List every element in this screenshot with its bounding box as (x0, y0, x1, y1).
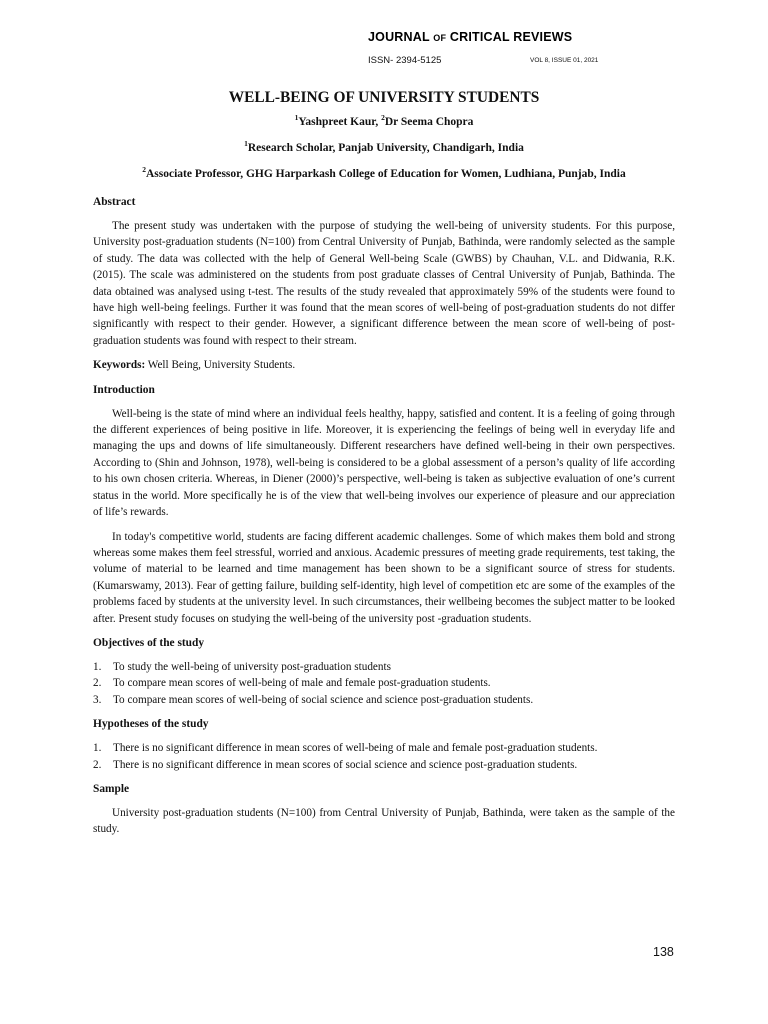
list-item (93, 757, 675, 773)
journal-name-part2: CRITICAL REVIEWS (449, 30, 573, 44)
list-item-text: To compare mean scores of well-being of male and female post-graduation students. (113, 677, 491, 690)
affiliation-1-superscript: 1 (244, 139, 248, 149)
objectives-list (93, 659, 675, 708)
list-item-number: 2. (93, 677, 102, 690)
sample-heading: Sample (93, 782, 130, 795)
list-item-text: To study the well-being of university post-graduation students (113, 660, 391, 673)
list-item (93, 675, 675, 691)
author1-name: Yashpreet Kaur, (298, 116, 382, 128)
list-item (93, 740, 675, 756)
affiliation-1 (93, 140, 675, 156)
list-item-text: To compare mean scores of well-being of social science and science post-graduation students. (113, 693, 534, 706)
list-item (93, 692, 675, 708)
affiliation-2-superscript: 2 (142, 165, 146, 175)
introduction-paragraph-2: In today's competitive world, students are facing different academic challenges. Some of which makes them bold and strong whereas some makes them feel stressful, worried and anxious. Academic pressures of meeting grade requirements, test taking, the volume of material to be learned and time management has been shown to be a significant source of stress for students. (Kumarswamy, 2013). Fear of getting failure, building self-identity, high level of competition etc are some of the examples of the problems faced by students at the university level. In such circumstances, their wellbeing becomes the subject matter to be looked after. Present study focuses on studying the well-being of the university post -graduation students. (93, 530, 675, 625)
journal-name-part1: JOURNAL (368, 30, 430, 44)
list-item-text: There is no significant difference in mean scores of social science and science post-graduation students. (113, 758, 578, 771)
list-item-number: 1. (93, 660, 102, 673)
list-item-number: 2. (93, 758, 102, 771)
affiliation-2 (93, 166, 675, 182)
issn: ISSN- 2394-5125 (368, 55, 442, 66)
journal-name (368, 30, 572, 44)
journal-name-of: OF (433, 33, 447, 43)
objectives-heading: Objectives of the study (93, 636, 205, 649)
list-item-number: 1. (93, 742, 102, 755)
keywords-text: Well Being, University Students. (145, 359, 296, 372)
sample-text: University post-graduation students (N=100) from Central University of Punjab, Bathinda, were taken as the sample of the study. (93, 806, 675, 836)
volume-issue: VOL 8, ISSUE 01, 2021 (530, 57, 599, 64)
affiliation-1-text: Research Scholar, Panjab University, Chandigarh, India (247, 142, 524, 154)
author2-name: Dr Seema Chopra (384, 116, 474, 128)
paper-content (93, 88, 675, 846)
page-number: 138 (653, 945, 674, 959)
hypotheses-list (93, 740, 675, 773)
hypotheses-heading: Hypotheses of the study (93, 718, 209, 731)
keywords (93, 357, 675, 373)
list-item (93, 659, 675, 675)
keywords-label: Keywords: (93, 359, 146, 372)
affiliation-2-text: Associate Professor, GHG Harparkash College of Education for Women, Ludhiana, Punjab, India (145, 168, 626, 180)
author1-superscript: 1 (294, 113, 299, 123)
introduction-heading: Introduction (93, 383, 155, 396)
abstract-text: The present study was undertaken with the purpose of studying the well-being of university students. For this purpose, University post-graduation students (N=100) from Central University of Punjab, Bathinda, were randomly selected as the sample of study. The data was collected with the help of General Well-being Scale (GWBS) by Chauhan, V.L. and Didwania, R.K. (2015). The scale was administered on the students from post graduate classes of Central University of Punjab, Bathinda. The data obtained was analysed using t-test. The results of the study revealed that approximately 59% of the students were found to have high well-being feelings. Further it was found that the mean scores of well-being of post-graduation students do not differ significantly with respect to their gender. However, a significant difference between the mean score of well-being of post-graduation students was found with respect to their stream. (93, 220, 675, 347)
paper-title: WELL-BEING OF UNIVERSITY STUDENTS (228, 89, 540, 106)
abstract-heading: Abstract (93, 196, 136, 208)
authors (93, 114, 675, 130)
list-item-text: There is no significant difference in mean scores of well-being of male and female post-graduation students. (113, 742, 598, 755)
author2-superscript: 2 (381, 113, 385, 123)
introduction-paragraph-1: Well-being is the state of mind where an individual feels healthy, happy, satisfied and content. It is a feeling of going through the different experiences of being positive in life. Moreover, it is experiencing the feelings of being well in everyday life and managing the ups and downs of life simultaneously. Different researchers have defined well-being in their own perspectives. According to (Shin and Johnson, 1978), well-being is considered to be a global assessment of a person’s quality of life according to his own chosen criteria. Whereas, in Diener (2000)’s perspective, well-being is taken as subjective evaluation of one’s current status in the world. More specifically he is of the view that well-being involves our experience of pleasure and our appreciation of life’s rewards. (93, 407, 675, 519)
list-item-number: 3. (93, 693, 102, 706)
